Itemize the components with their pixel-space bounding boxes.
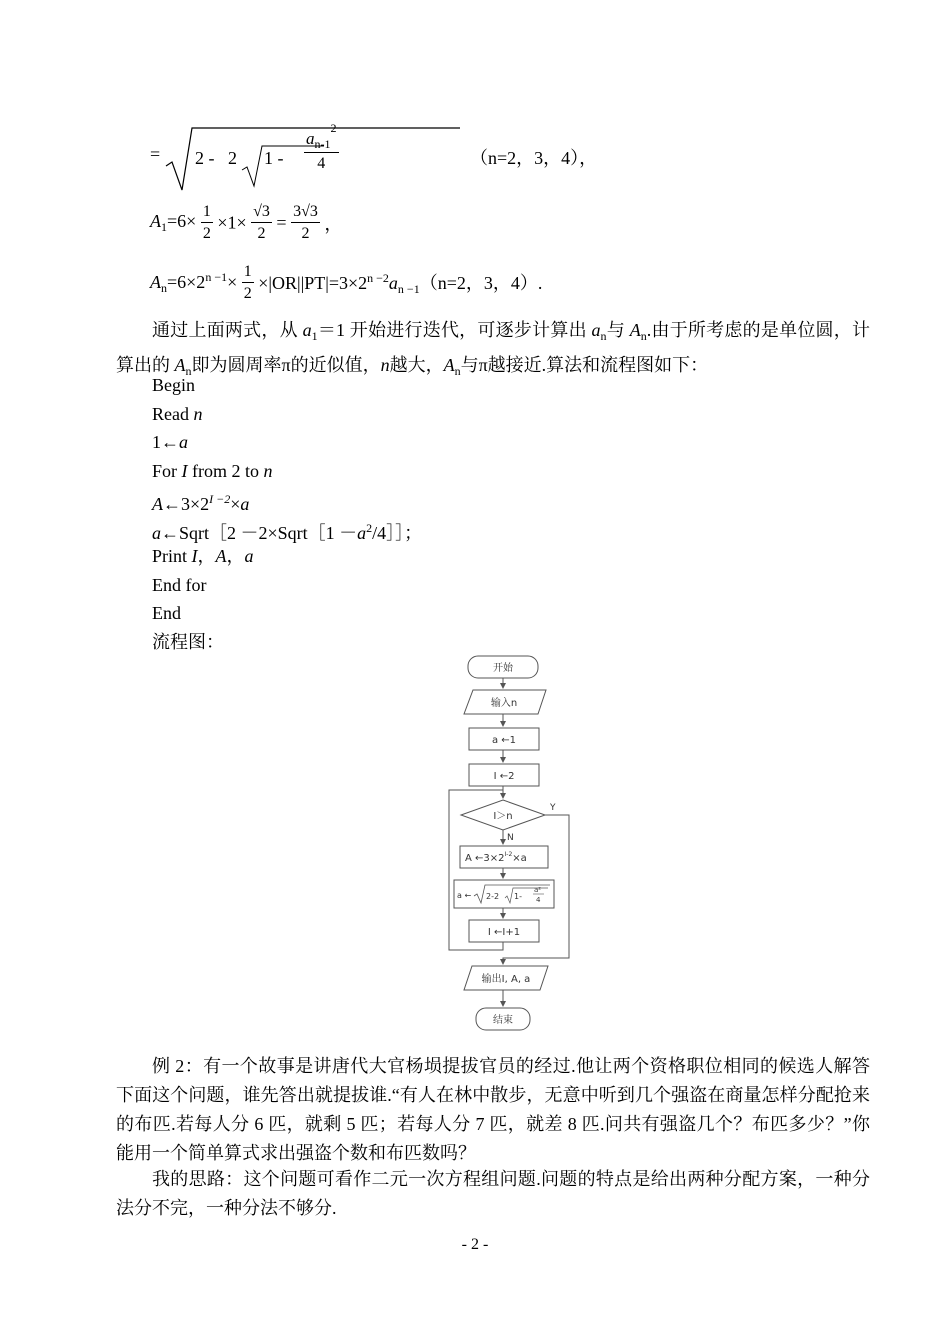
flow-step-a-lhs: a ← [457, 891, 472, 900]
sub-n: n [161, 281, 167, 295]
flow-output-label: 输出I, A, a [481, 974, 531, 985]
sub-n-1: n −1 [397, 282, 420, 296]
flow-sqrt-inner [505, 888, 548, 903]
flow-step-a-rad1: 2-2 [486, 892, 500, 901]
frac-1-2: $\frac{1}{2}$ [202, 203, 211, 242]
flow-cond-label: I＞n [493, 811, 513, 822]
flow-step-a-den: 4 [536, 896, 541, 904]
formula-1-eq: = [150, 144, 161, 164]
code-line-6: a←Sqrt［2 －2×Sqrt［1 $-a^2/4]]$； [152, 520, 423, 543]
formula-3-part3: ×|OR||PT|=3×2 [258, 273, 368, 293]
formula-3 [150, 264, 542, 302]
paragraph-iteration: 通过上面两式，从 $a_1=1$ 开始进行迭代，可逐步计算出 $a_n$与 $A_n$.由于所考虑的是单位圆，计算出的 $A_n$即为圆周率π的近似值，n越大，$A_n$与π越接近.算法和流程图如下： [116, 320, 871, 378]
paragraph-my-idea: 我的思路：这个问题可看作二元一次方程组问题.问题的特点是给出两种分配方案，一种分法分不完，一种分法不够分. [116, 1169, 870, 1218]
formula-1-frac [304, 122, 339, 172]
flow-yes-label: Y [550, 803, 556, 813]
frac-3sqrt3-2: $\frac{3√3}{2}$ [293, 203, 318, 242]
formula-2-part2: ×1× [217, 212, 247, 233]
var-A: A [150, 211, 161, 231]
sub-n-1: n-1 [314, 137, 331, 151]
exp-n-2: n −2 [367, 271, 389, 285]
code-line-3: 1←a [152, 432, 188, 452]
code-line-2: Read n [152, 403, 203, 424]
exp-n-1: n −1 [205, 270, 228, 284]
flow-no-label: N [507, 833, 514, 843]
formula-2 [150, 204, 342, 242]
flow-step-i-label: I ←I+1 [487, 927, 521, 938]
formula-1-inner-part: 1 - [264, 148, 284, 168]
formula-3-tail: （n=2，3，4）. [419, 273, 543, 293]
frac-sqrt3-2: $\frac{√3}{2}$ [253, 203, 270, 242]
formula-1-outer-part2: 2 [228, 148, 237, 168]
code-line-8: End for [152, 574, 207, 595]
den-4: 4 [317, 155, 326, 172]
var-A: A [150, 272, 161, 292]
formula-1-outer-part1: 2 - [195, 148, 215, 168]
formula-2-part1: =6× [167, 211, 197, 231]
flowchart [440, 652, 580, 1034]
formula-3-part2: × [227, 272, 238, 292]
flow-step-A-label: A $\leftarrow 3\times 2^{I-2}\times a$ [465, 851, 527, 864]
flow-input-label: 输入n [490, 698, 518, 709]
code-line-1: Begin [152, 375, 195, 395]
formula-2-tail: ， [324, 214, 343, 234]
var-a: a [306, 129, 315, 148]
flow-step-a-num: a² [534, 886, 542, 894]
formula-3-part1: =6×2 [167, 272, 206, 292]
flow-init-a-label: a ←1 [491, 735, 517, 746]
sub-1: 1 [161, 220, 167, 234]
flow-start-label: 开始 [493, 663, 513, 674]
paragraph-example-2: 例 2：有一个故事是讲唐代大官杨埙提拔官员的经过.他让两个资格职位相同的候选人解答下面这个问题，谁先答出就提拔谁.“有人在林中散步，无意中听到几个强盗在商量怎样分配抢来的布匹.若每人分 6 匹，就剩 5 匹；若每人分 7 匹，就差 8 匹.问共有强盗几个？布匹多少？”你能用一个简单算式求出强盗个数和布匹数吗？ [116, 1056, 870, 1163]
code-line-10: 流程图： [152, 631, 224, 652]
formula-2-part3: = [276, 212, 287, 233]
var-a: a [388, 273, 398, 293]
page-number: - 2 - [461, 1236, 489, 1253]
flow-step-a-rad2: 1- [514, 892, 522, 901]
frac-1-2: $\frac{1}{2}$ [243, 263, 252, 302]
flow-end-label: 结束 [493, 1015, 513, 1026]
pseudocode [152, 371, 422, 656]
code-line-5: $A\leftarrow 3\times 2^{I -2}\times a$ [152, 492, 250, 514]
formula-1-cond: （n=2，3，4）， [470, 148, 598, 168]
sup-2: 2 [330, 121, 337, 135]
flow-init-i-label: I ←2 [493, 771, 515, 782]
code-line-9: End [152, 603, 181, 623]
code-line-4: For I from 2 to n [152, 460, 273, 481]
code-line-7: Print I，A，a [152, 546, 254, 566]
